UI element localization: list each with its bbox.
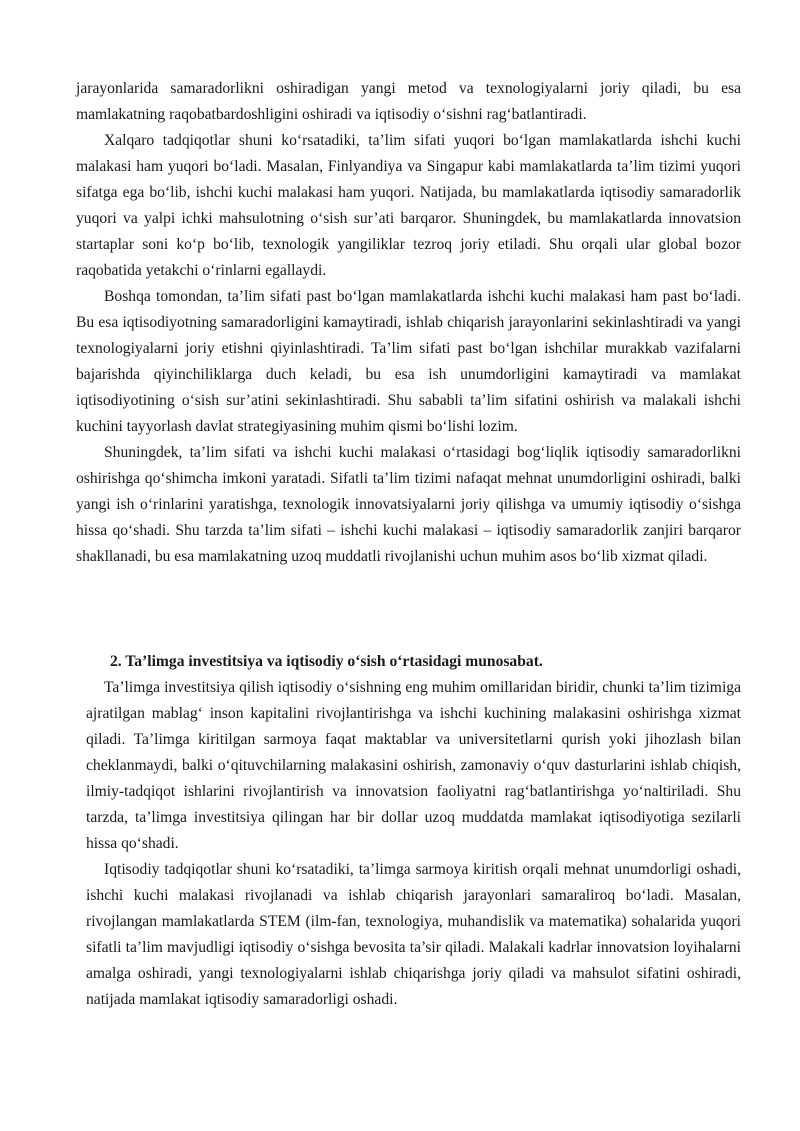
paragraph-low-quality-education: Boshqa tomondan, ta’lim sifati past bo‘lgan mamlakatlarda ishchi kuchi malakasi ham past bo‘ladi. Bu esa iqtisodiyotning samaradorligini kamaytiradi, ishlab chiqarish jarayonlarini sekinlashtiradi va yangi texnologiyalarni joriy etishni qiyinlashtiradi. Ta’lim sifati past bo‘lgan ishchilar murakkab vazifalarni bajarishda qiyinchiliklarga duch keladi, bu esa ish unumdorligini kamaytiradi va mamlakat iqtisodiyotining o‘sish sur’atini sekinlashtiradi. Shu sababli ta’lim sifatini oshirish va malakali ishchi kuchini tayyorlash davlat strategiyasining muhim qismi bo‘lishi lozim.: [76, 288, 741, 435]
paragraph-economic-research: Iqtisodiy tadqiqotlar shuni ko‘rsatadiki, ta’limga sarmoya kiritish orqali mehnat unumdorligi oshadi, ishchi kuchi malakasi rivojlanadi va ishlab chiqarish jarayonlari samaraliroq bo‘ladi. Masalan, rivojlangan mamlakatlarda STEM (ilm-fan, texnologiya, muhandislik va matematika) sohalarida yuqori sifatli ta’lim mavjudligi iqtisodiy o‘sishga bevosita ta’sir qiladi. Malakali kadrlar innovatsion loyihalarni amalga oshiradi, yangi texnologiyalarni ishlab chiqarishga joriy qiladi va mahsulot sifatini oshiradi, natijada mamlakat iqtisodiy samaradorligi oshadi.: [86, 861, 741, 1008]
paragraph-investment-growth: Ta’limga investitsiya qilish iqtisodiy o‘sishning eng muhim omillaridan biridir, chunki ta’lim tizimiga ajratilgan mablag‘ inson kapitalini rivojlantirishga va ishchi kuchining malakasini oshirishga xizmat qiladi. Ta’limga kiritilgan sarmoya faqat maktablar va universitetlarni qurish yoki jihozlash bilan cheklanmaydi, balki o‘qituvchilarning malakasini oshirish, zamonaviy o‘quv dasturlarini ishlab chiqish, ilmiy-tadqiqot ishlarini rivojlantirish va innovatsion faoliyatni rag‘batlantirishga yo‘naltiriladi. Shu tarzda, ta’limga investitsiya qilingan har bir dollar uzoq muddatda mamlakat iqtisodiyotiga sezilarli hissa qo‘shadi.: [86, 679, 741, 852]
section-education-quality: [76, 76, 741, 570]
paragraph-international-research: Xalqaro tadqiqotlar shuni ko‘rsatadiki, ta’lim sifati yuqori bo‘lgan mamlakatlarda ishchi kuchi malakasi ham yuqori bo‘ladi. Masalan, Finlyandiya va Singapur kabi mamlakatlarda ta’lim tizimi yuqori sifatga ega bo‘lib, ishchi kuchi malakasi ham yuqori. Natijada, bu mamlakatlarda iqtisodiy samaradorlik yuqori va yalpi ichki mahsulotning o‘sish sur’ati barqaror. Shuningdek, bu mamlakatlarda innovatsion startaplar soni ko‘p bo‘lib, texnologik yangiliklar tezroq joriy etiladi. Shu orqali ular global bozor raqobatida yetakchi o‘rinlarni egallaydi.: [76, 132, 741, 279]
section-education-investment: [86, 649, 741, 1013]
section-heading: 2. Ta’limga investitsiya va iqtisodiy o‘sish o‘rtasidagi munosabat.: [110, 653, 543, 670]
paragraph-quality-skills-link: Shuningdek, ta’lim sifati va ishchi kuchi malakasi o‘rtasidagi bog‘liqlik iqtisodiy samaradorlikni oshirishga qo‘shimcha imkoni yaratadi. Sifatli ta’lim tizimi nafaqat mehnat unumdorligini oshiradi, balki yangi ish o‘rinlarini yaratishga, texnologik innovatsiyalarni joriy qilishga va umumiy iqtisodiy o‘sishga hissa qo‘shadi. Shu tarzda ta’lim sifati – ishchi kuchi malakasi – iqtisodiy samaradorlik zanjiri barqaror shakllanadi, bu esa mamlakatning uzoq muddatli rivojlanishi uchun muhim asos bo‘lib xizmat qiladi.: [76, 444, 741, 565]
paragraph-continuation: jarayonlarida samaradorlikni oshiradigan yangi metod va texnologiyalarni joriy qiladi, bu esa mamlakatning raqobatbardoshligini oshiradi va iqtisodiy o‘sishni rag‘batlantiradi.: [76, 80, 741, 123]
